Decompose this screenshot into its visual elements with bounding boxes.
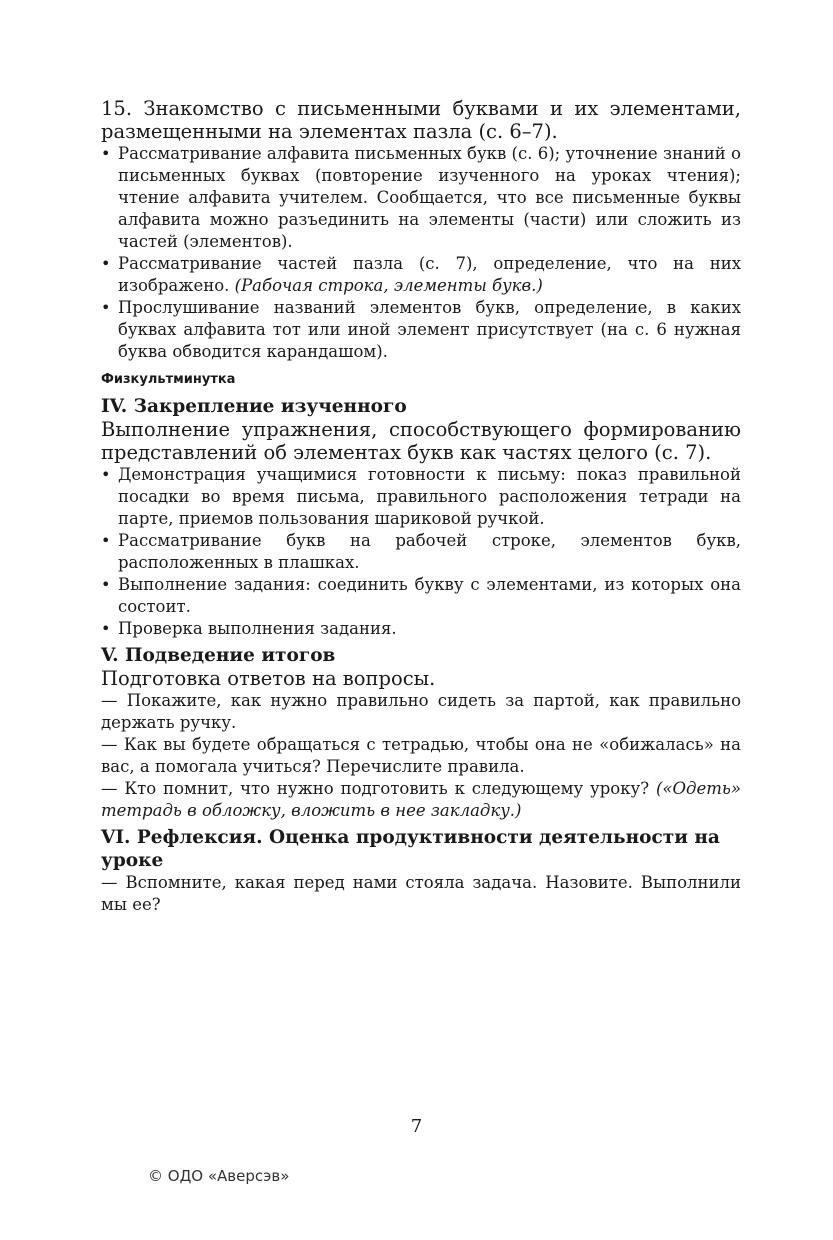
list-item: • Рассматривание алфавита письменных букв (с. 6); уточнение знаний о письменных буквах (повторение изученного на уроках чтения); чтение алфавита учителем. Сообщается, что все письменные буквы алфавита можно разъединить на элементы (части) или сложить из частей (элементов).	[101, 143, 741, 253]
section-5-question-2: — Как вы будете обращаться с тетрадью, чтобы она не «обижалась» на вас, а помогала учиться? Перечислите правила.	[101, 735, 741, 776]
list-item: • Прослушивание названий элементов букв, определение, в каких буквах алфавита тот или иной элемент присутствует (на с. 6 нужная буква обводится карандашом).	[101, 297, 741, 363]
section-15-heading: 15. Знакомство с письменными буквами и их элементами, размещенными на элементах пазла (с. 6–7).	[101, 97, 741, 143]
list-item: • Рассматривание букв на рабочей строке, элементов букв, расположенных в плашках.	[101, 530, 741, 574]
section-5-title: V. Подведение итогов	[101, 645, 336, 666]
list-item-text: Рассматривание частей пазла (с. 7), определение, что на них изображено.	[118, 254, 741, 295]
list-item	[101, 253, 741, 297]
list-item: • Проверка выполнения задания.	[101, 618, 741, 640]
question-text: — Кто помнит, что нужно подготовить к следующему уроку?	[101, 779, 650, 798]
section-4-list	[101, 464, 741, 640]
section-6-title: VI. Рефлексия. Оценка продуктивности деятельности на уроке	[101, 827, 720, 871]
question-italic-note: («Одеть» тетрадь в обложку, вложить в нее закладку.)	[101, 779, 741, 820]
list-item-italic-note: (Рабочая строка, элементы букв.)	[234, 276, 543, 295]
section-5-intro: Подготовка ответов на вопросы.	[101, 667, 436, 690]
page-number: 7	[410, 1116, 423, 1137]
section-4-intro: Выполнение упражнения, способствующего формированию представлений об элементах букв как частях целого (с. 7).	[101, 418, 741, 464]
section-5-question-3	[101, 778, 741, 822]
list-item: • Выполнение задания: соединить букву с элементами, из которых она состоит.	[101, 574, 741, 618]
page-content	[101, 97, 741, 916]
copyright: © ОДО «Аверсэв»	[148, 1167, 290, 1185]
list-item: • Демонстрация учащимися готовности к письму: показ правильной посадки во время письма, правильного расположения тетради на парте, приемов пользования шариковой ручкой.	[101, 464, 741, 530]
section-5-question-1: — Покажите, как нужно правильно сидеть за партой, как правильно держать ручку.	[101, 691, 741, 732]
fizminutka-label: Физкультминутка	[101, 372, 236, 387]
section-4-title: IV. Закрепление изученного	[101, 396, 407, 417]
section-15-list	[101, 143, 741, 363]
section-6-question-1: — Вспомните, какая перед нами стояла задача. Назовите. Выполнили мы ее?	[101, 873, 741, 914]
